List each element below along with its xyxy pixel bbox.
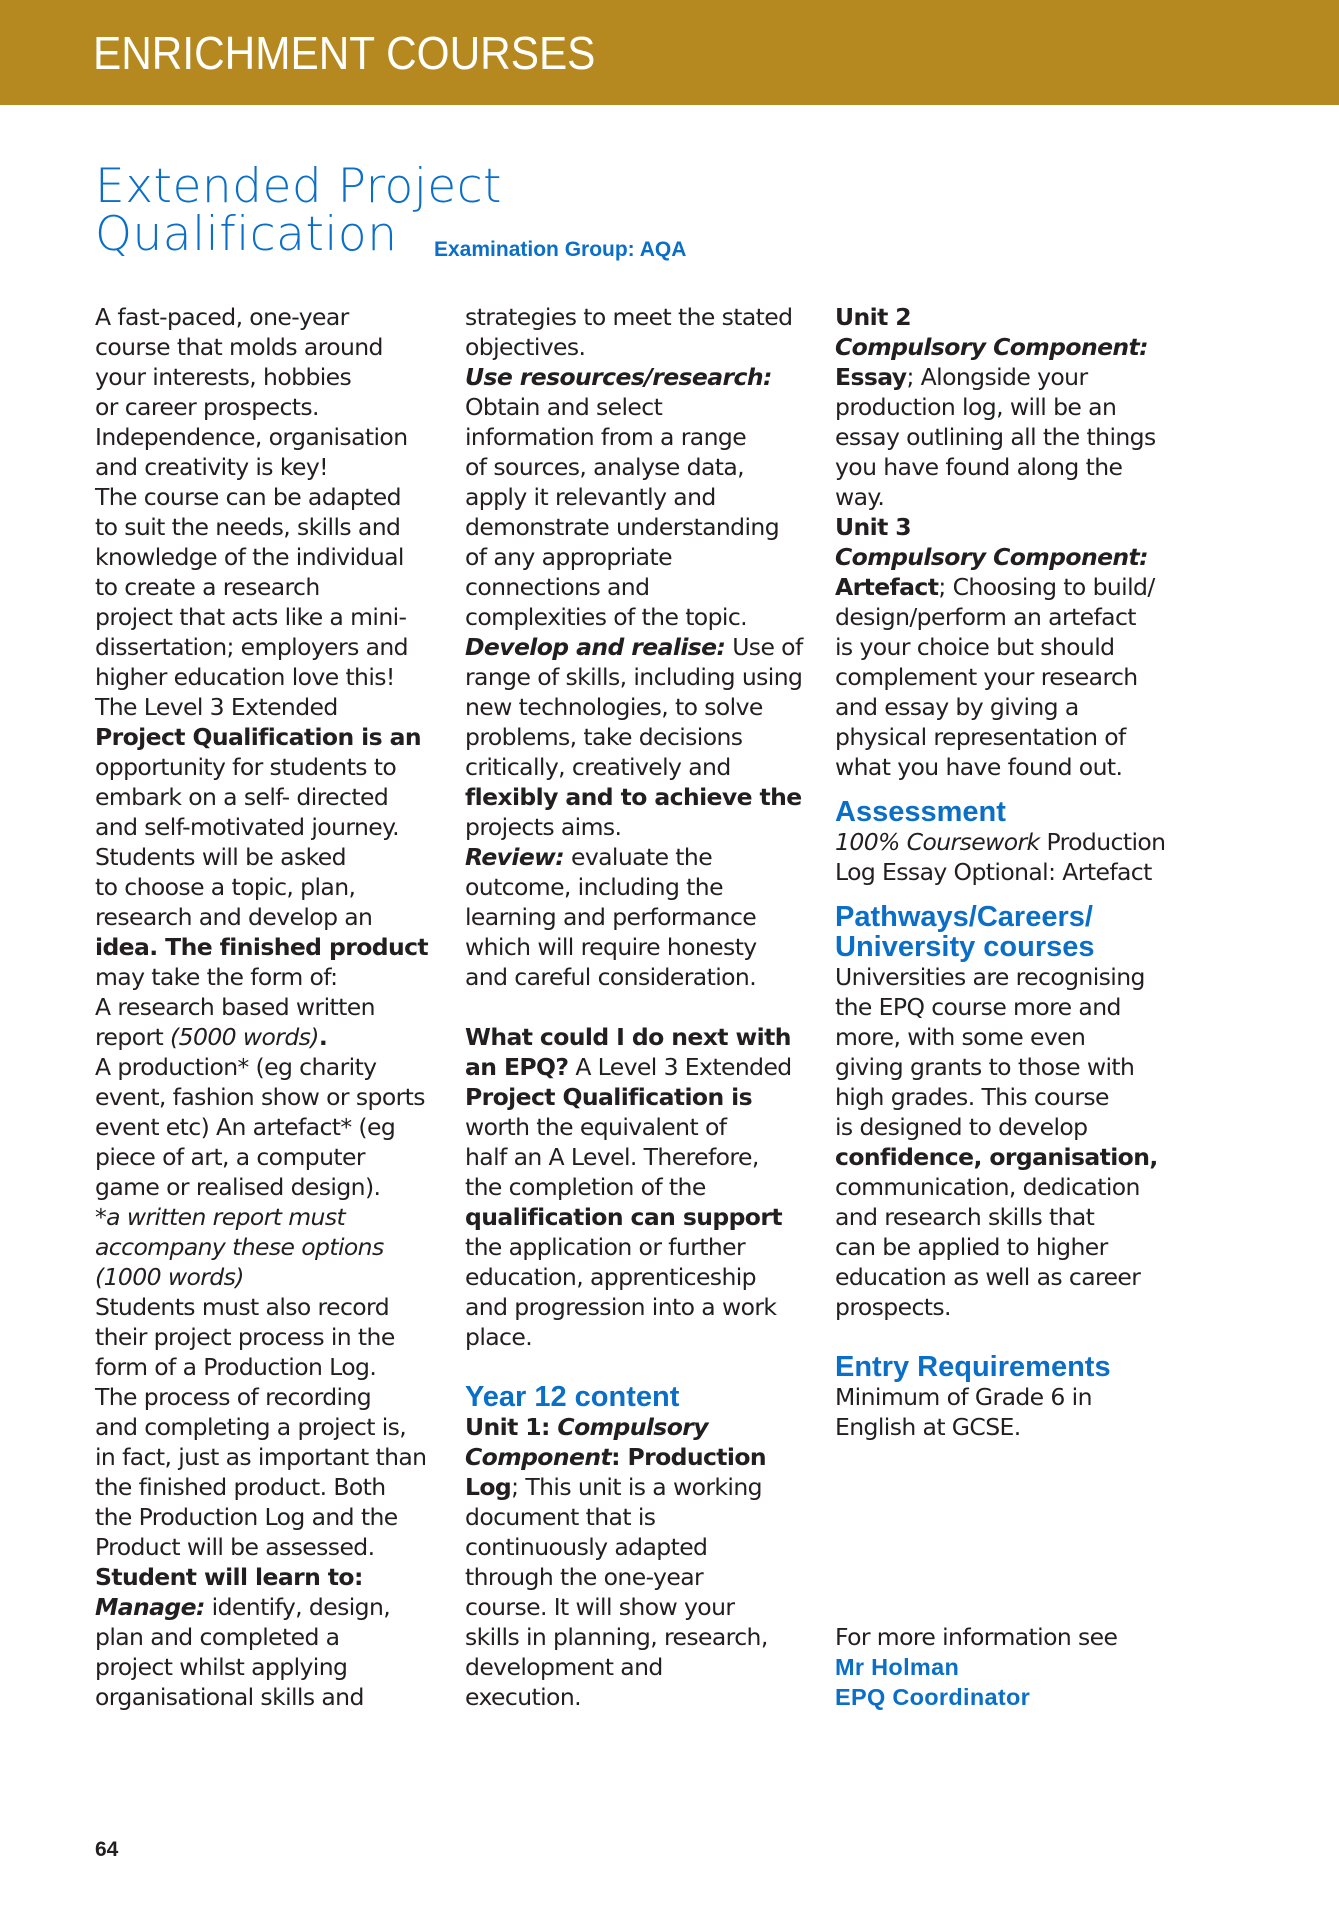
assessment-line-2: Log Essay Optional: Artefact <box>835 858 1152 886</box>
review-text: evaluate the <box>564 843 713 871</box>
text-line: your interests, hobbies <box>95 363 352 391</box>
resources-text <box>465 392 835 632</box>
next-question-line-1: What could I do next with <box>465 1023 791 1051</box>
section-header-band <box>0 0 1339 105</box>
develop-text: Use of <box>725 633 803 661</box>
text-line: complexities of the topic. <box>465 603 748 631</box>
review-line <box>465 842 835 872</box>
text-line: to suit the needs, skills and <box>95 513 401 541</box>
text-line: giving grants to those with <box>835 1053 1135 1081</box>
text-line: prospects. <box>835 1293 951 1321</box>
text-line: strategies to meet the stated <box>465 303 793 331</box>
unit3-artefact: Artefact <box>835 573 939 601</box>
text-line: range of skills, including using <box>465 663 803 691</box>
contact-role: EPQ Coordinator <box>835 1684 1031 1710</box>
review-label: Review: <box>465 843 565 871</box>
text-line: the EPQ course more and <box>835 993 1121 1021</box>
text-line: may take the form of: <box>95 963 338 991</box>
text-line: higher education love this! <box>95 663 395 691</box>
text-line: what you have found out. <box>835 753 1123 781</box>
text-line: you have found along the <box>835 453 1123 481</box>
text-line: The process of recording <box>95 1383 372 1411</box>
pathways-heading-line-1: Pathways/Careers/ <box>835 901 1093 933</box>
unit1-text <box>465 1502 835 1712</box>
review-continued <box>465 872 835 992</box>
unit1-label: Unit 1: <box>465 1413 558 1441</box>
text-line: physical representation of <box>835 723 1126 751</box>
text-line: is your choice but should <box>835 633 1115 661</box>
unit3-text <box>835 602 1205 782</box>
manage-line <box>95 1592 460 1622</box>
spacer <box>465 1352 835 1382</box>
text-line: dissertation; employers and <box>95 633 408 661</box>
assessment-heading: Assessment <box>835 796 1006 828</box>
options-note <box>95 1202 460 1292</box>
text-line: objectives. <box>465 333 586 361</box>
text-line: place. <box>465 1323 533 1351</box>
text-line: problems, take decisions <box>465 723 743 751</box>
text-line: way. <box>835 483 885 511</box>
resources-label: Use resources/research: <box>465 363 772 391</box>
text-line: opportunity for students to <box>95 753 397 781</box>
strategies-text <box>465 302 835 362</box>
text-line: organisational skills and <box>95 1683 364 1711</box>
report-prefix: report <box>95 1023 171 1051</box>
assessment-coursework: 100% Coursework <box>835 828 1040 856</box>
text-line: qualification can support <box>465 1203 782 1231</box>
text-line: Product will be assessed. <box>95 1533 375 1561</box>
text-line: high grades. This course <box>835 1083 1109 1111</box>
course-title-line-2: Qualification <box>95 207 398 262</box>
text-line: A fast-paced, one-year <box>95 303 349 331</box>
entry-heading: Entry Requirements <box>835 1351 1111 1383</box>
text-line: project whilst applying <box>95 1653 348 1681</box>
text-line: flexibly and to achieve the <box>465 783 802 811</box>
text-line: and research skills that <box>835 1203 1095 1231</box>
text-line: skills in planning, research, <box>465 1623 768 1651</box>
text-line: apply it relevantly and <box>465 483 716 511</box>
unit3-component: Compulsory Component: <box>835 543 1148 571</box>
unit2-component: Compulsory Component: <box>835 333 1148 361</box>
unit3-line-1 <box>835 572 1205 602</box>
text-line: production log, will be an <box>835 393 1117 421</box>
text-line: education, apprenticeship <box>465 1263 756 1291</box>
production-log-text <box>95 1292 460 1562</box>
text-line: A production* (eg charity <box>95 1053 377 1081</box>
text-line: of any appropriate <box>465 543 672 571</box>
text-line: development and <box>465 1653 663 1681</box>
unit2-line-1 <box>835 362 1205 392</box>
text-line: half an A Level. Therefore, <box>465 1143 759 1171</box>
text-line: Students must also record <box>95 1293 390 1321</box>
text-line: and essay by giving a <box>835 693 1079 721</box>
unit3-first-text: ; Choosing to build/ <box>938 573 1155 601</box>
unit1-component: Component <box>465 1443 612 1471</box>
assessment-production: Production <box>1039 828 1166 856</box>
unit1-line-2 <box>465 1442 835 1472</box>
text-line: execution. <box>465 1683 581 1711</box>
spacer <box>835 1322 1205 1352</box>
text-line: project that acts like a mini- <box>95 603 407 631</box>
unit1-line-1 <box>465 1412 835 1442</box>
assessment-line-1 <box>835 827 1205 857</box>
text-line: complement your research <box>835 663 1138 691</box>
text-line: Universities are recognising <box>835 963 1145 991</box>
text-line: through the one-year <box>465 1563 704 1591</box>
text-line: document that is <box>465 1503 656 1531</box>
text-line: worth the equivalent of <box>465 1113 727 1141</box>
spacer <box>465 992 835 1022</box>
text-line: the completion of the <box>465 1173 706 1201</box>
manage-label: Manage: <box>95 1593 205 1621</box>
text-line: more, with some even <box>835 1023 1086 1051</box>
section-title: ENRICHMENT COURSES <box>93 27 596 79</box>
next-text <box>465 1082 835 1352</box>
text-line: A research based written <box>95 993 375 1021</box>
column-2 <box>465 302 835 1712</box>
intro-text <box>95 302 460 1022</box>
text-line: confidence, organisation, <box>835 1143 1158 1171</box>
year12-heading: Year 12 content <box>465 1381 680 1413</box>
text-line: outcome, including the <box>465 873 723 901</box>
text-line: critically, creatively and <box>465 753 731 781</box>
unit1-production: : Production <box>611 1443 767 1471</box>
contact-name: Mr Holman <box>835 1654 960 1680</box>
text-line: is designed to develop <box>835 1113 1088 1141</box>
text-line: the finished product. Both <box>95 1473 386 1501</box>
text-line: Independence, organisation <box>95 423 408 451</box>
unit1-log: Log <box>465 1473 512 1501</box>
text-line: course. It will show your <box>465 1593 735 1621</box>
text-line: their project process in the <box>95 1323 395 1351</box>
report-word-count: (5000 words) <box>170 1023 319 1051</box>
text-line: to choose a topic, plan, <box>95 873 356 901</box>
column-3 <box>835 302 1205 1442</box>
text-line: Project Qualification is <box>465 1083 753 1111</box>
spacer <box>835 782 1205 797</box>
text-line: event, fashion show or sports <box>95 1083 425 1111</box>
text-line: research and develop an <box>95 903 373 931</box>
text-line: the application or further <box>465 1233 746 1261</box>
text-line: projects aims. <box>465 813 622 841</box>
next-question-rest: A Level 3 Extended <box>568 1053 792 1081</box>
text-line: and careful consideration. <box>465 963 757 991</box>
text-line: Students will be asked <box>95 843 346 871</box>
entry-text <box>835 1382 1205 1442</box>
examination-group: Examination Group: AQA <box>434 238 687 261</box>
text-line: in fact, just as important than <box>95 1443 427 1471</box>
unit3-title: Unit 3 <box>835 513 912 541</box>
text-line: piece of art, a computer <box>95 1143 365 1171</box>
pathways-heading-line-2: University courses <box>835 931 1095 963</box>
text-line: and self-motivated journey. <box>95 813 399 841</box>
text-line: plan and completed a <box>95 1623 340 1651</box>
course-title-line-1: Extended Project <box>95 159 502 214</box>
contact-intro: For more information see <box>835 1623 1118 1651</box>
manage-continued <box>95 1622 460 1712</box>
text-line: (1000 words) <box>95 1263 244 1291</box>
text-line: demonstrate understanding <box>465 513 780 541</box>
text-line: of sources, analyse data, <box>465 453 745 481</box>
develop-line <box>465 632 835 662</box>
text-line: accompany these options <box>95 1233 384 1261</box>
text-line: communication, dedication <box>835 1173 1140 1201</box>
text-line: *a written report must <box>95 1203 346 1231</box>
text-line: learning and performance <box>465 903 757 931</box>
next-question-line-2 <box>465 1052 835 1082</box>
column-1 <box>95 302 460 1712</box>
contact-block <box>835 1622 1205 1712</box>
unit2-first-text: ; Alongside your <box>906 363 1088 391</box>
text-line: design/perform an artefact <box>835 603 1136 631</box>
report-suffix: . <box>318 1023 328 1051</box>
text-line: The course can be adapted <box>95 483 401 511</box>
text-line: The Level 3 Extended <box>95 693 338 721</box>
develop-continued <box>465 662 835 842</box>
text-line: connections and <box>465 573 650 601</box>
unit2-essay: Essay <box>835 363 907 391</box>
page-number: 64 <box>95 1838 119 1861</box>
unit1-compulsory: Compulsory <box>557 1413 708 1441</box>
unit1-log-text: ; This unit is a working <box>511 1473 762 1501</box>
text-line: knowledge of the individual <box>95 543 404 571</box>
text-line: or career prospects. <box>95 393 319 421</box>
unit2-text <box>835 392 1205 512</box>
text-line: essay outlining all the things <box>835 423 1156 451</box>
text-line: Project Qualification is an <box>95 723 421 751</box>
text-line: form of a Production Log. <box>95 1353 377 1381</box>
text-line: course that molds around <box>95 333 383 361</box>
text-line: which will require honesty <box>465 933 757 961</box>
text-line: and creativity is key! <box>95 453 328 481</box>
unit2-title: Unit 2 <box>835 303 912 331</box>
text-line: information from a range <box>465 423 747 451</box>
text-line: and completing a project is, <box>95 1413 407 1441</box>
text-line: to create a research <box>95 573 320 601</box>
next-question-epq: an EPQ? <box>465 1053 569 1081</box>
text-line: continuously adapted <box>465 1533 708 1561</box>
text-line: the Production Log and the <box>95 1503 398 1531</box>
pathways-text <box>835 962 1205 1322</box>
text-line: idea. The finished product <box>95 933 429 961</box>
text-line: new technologies, to solve <box>465 693 763 721</box>
text-line: English at GCSE. <box>835 1413 1021 1441</box>
options-text <box>95 1052 460 1202</box>
text-line: embark on a self- directed <box>95 783 389 811</box>
text-line: can be applied to higher <box>835 1233 1108 1261</box>
report-line <box>95 1022 460 1052</box>
develop-label: Develop and realise: <box>465 633 726 661</box>
spacer <box>835 887 1205 902</box>
learn-heading: Student will learn to: <box>95 1563 363 1591</box>
text-line: event etc) An artefact* (eg <box>95 1113 396 1141</box>
text-line: game or realised design). <box>95 1173 381 1201</box>
text-line: Obtain and select <box>465 393 663 421</box>
text-line: Minimum of Grade 6 in <box>835 1383 1092 1411</box>
text-line: and progression into a work <box>465 1293 777 1321</box>
text-line: education as well as career <box>835 1263 1141 1291</box>
unit1-line-3 <box>465 1472 835 1502</box>
manage-text: identify, design, <box>204 1593 391 1621</box>
